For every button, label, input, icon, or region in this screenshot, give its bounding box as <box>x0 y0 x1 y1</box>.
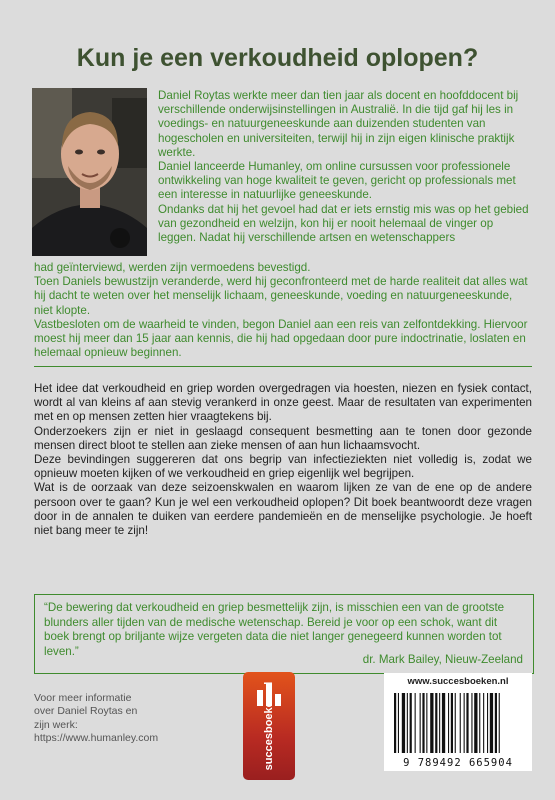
barcode-bar <box>420 693 421 753</box>
author-bio <box>158 89 532 245</box>
barcode-bar <box>402 693 405 753</box>
barcode-bar <box>499 693 500 753</box>
bio-paragraph: had geïnterviewd, werden zijn vermoedens bevestigd. <box>34 261 311 274</box>
info-line: Voor meer informatie <box>34 692 132 704</box>
barcode-bar <box>460 693 461 753</box>
cover-title: Kun je een verkoudheid oplopen? <box>76 44 479 72</box>
book-description <box>34 382 532 538</box>
testimonial-author: dr. Mark Bailey, Nieuw-Zeeland <box>362 652 523 666</box>
info-line: zijn werk: <box>34 718 78 731</box>
barcode-bar <box>448 693 449 753</box>
author-photo <box>32 88 147 256</box>
barcode-bar <box>398 693 399 753</box>
barcode-bar <box>471 693 472 753</box>
publisher-url: www.succesboeken.nl <box>407 676 509 687</box>
description-paragraph: Het idee dat verkoudheid en griep worden overgedragen via hoesten, niezen en fysiek contact, wordt al van kleins af aan stevig verankerd in onze geest. Maar de resultaten van experimenten met en op mensen zetten hier vraagtekens bij. <box>34 382 532 424</box>
barcode-bar <box>483 693 484 753</box>
barcode-bar <box>487 693 488 753</box>
bio-paragraph: Vastbesloten om de waarheid te vinden, begon Daniel aan een reis van zelfontdekking. Hiervoor moest hij meer dan 15 jaar aan kennis, die hij had opgedaan door pure indoctrinatie, loslaten en helemaal opnieuw beginnen. <box>34 317 528 360</box>
barcode-bar <box>394 693 396 753</box>
barcode-bar <box>422 693 424 753</box>
author-bio-continued <box>34 261 532 360</box>
barcode-bars <box>392 693 524 755</box>
barcode-bar <box>410 693 412 753</box>
testimonial-text: “De bewering dat verkoudheid en griep besmettelijk zijn, is misschien een van de grootste blunders aller tijden van de medische wetenschap. Bereid je voor op een schok, want dit boek brengt op briljante wijze vergeten data die niet langer genegeerd kunnen worden tot leven.” <box>44 601 505 658</box>
testimonial-box <box>34 594 534 674</box>
barcode-bar <box>426 693 427 753</box>
barcode-bar <box>439 693 440 753</box>
publisher-logo <box>243 672 295 780</box>
barcode-bar <box>474 693 477 753</box>
barcode-bar <box>435 693 437 753</box>
barcode-bar <box>407 693 408 753</box>
barcode-bar <box>464 693 465 753</box>
barcode-bar <box>430 693 433 753</box>
barcode-bar <box>415 693 416 753</box>
info-line: over Daniel Roytas en <box>34 705 138 718</box>
description-paragraph: Wat is de oorzaak van deze seizoenskwalen en waarom lijken ze van de ene op de andere persoon over te gaan? Kun je wel een verkoudheid oplopen? Dit boek beantwoordt deze vragen door in de annalen te duiken van eerdere pandemieën en de menselijke psychologie. Je hoeft niet bang meer te zijn! <box>34 481 532 538</box>
isbn-barcode <box>384 673 532 771</box>
description-paragraph: Onderzoekers zijn er niet in geslaagd consequent besmetting aan te tonen door gezonde mensen direct bloot te stellen aan zieke mensen of aan hun lichaamsvocht. <box>34 424 532 452</box>
barcode-bar <box>455 693 456 753</box>
bio-paragraph: Ondanks dat hij het gevoel had dat er iets ernstig mis was op het gebied van gezondheid en welzijn, kon hij er nooit helemaal de vinger op leggen. Nadat hij verschillende artsen en wetenschappers <box>158 202 529 245</box>
barcode-bar <box>442 693 445 753</box>
barcode-bar <box>451 693 453 753</box>
barcode-bar <box>466 693 468 753</box>
bio-paragraph: Daniel Roytas werkte meer dan tien jaar als docent en hoofddocent bij verschillende onderwijsinstellingen in Australië. In die tijd gaf hij les in voedings- en natuurgeneeskunde aan duizenden studenten van hogescholen en universiteiten, terwijl hij in zijn eigen klinische praktijk werkte. <box>158 89 519 159</box>
divider <box>34 366 532 367</box>
publisher-logo-text: succesboeken.nl <box>263 681 275 771</box>
bio-paragraph: Toen Daniels bewustzijn veranderde, werd hij geconfronteerd met de harde realiteit dat alles wat hij dacht te weten over het menselijk lichaam, geneeskunde, voeding en natuurgeneeskunde, niet klopte. <box>34 275 528 317</box>
isbn-number: 9 789492 665904 <box>403 757 513 769</box>
barcode-bar <box>490 693 493 753</box>
info-link[interactable]: https://www.humanley.com <box>34 732 159 745</box>
barcode-bar <box>479 693 480 753</box>
bio-paragraph: Daniel lanceerde Humanley, om online cursussen voor professionele ontwikkeling van hoge kwaliteit te geven, gericht op professionals met een interesse in natuurlijke geneeskunde. <box>158 160 516 202</box>
author-info <box>34 692 204 746</box>
description-paragraph: Deze bevindingen suggereren dat ons begrip van infectieziekten niet volledig is, zodat we opnieuw moeten kijken of we verkoudheid en griep eigenlijk wel begrijpen. <box>34 453 532 481</box>
barcode-bar <box>495 693 497 753</box>
